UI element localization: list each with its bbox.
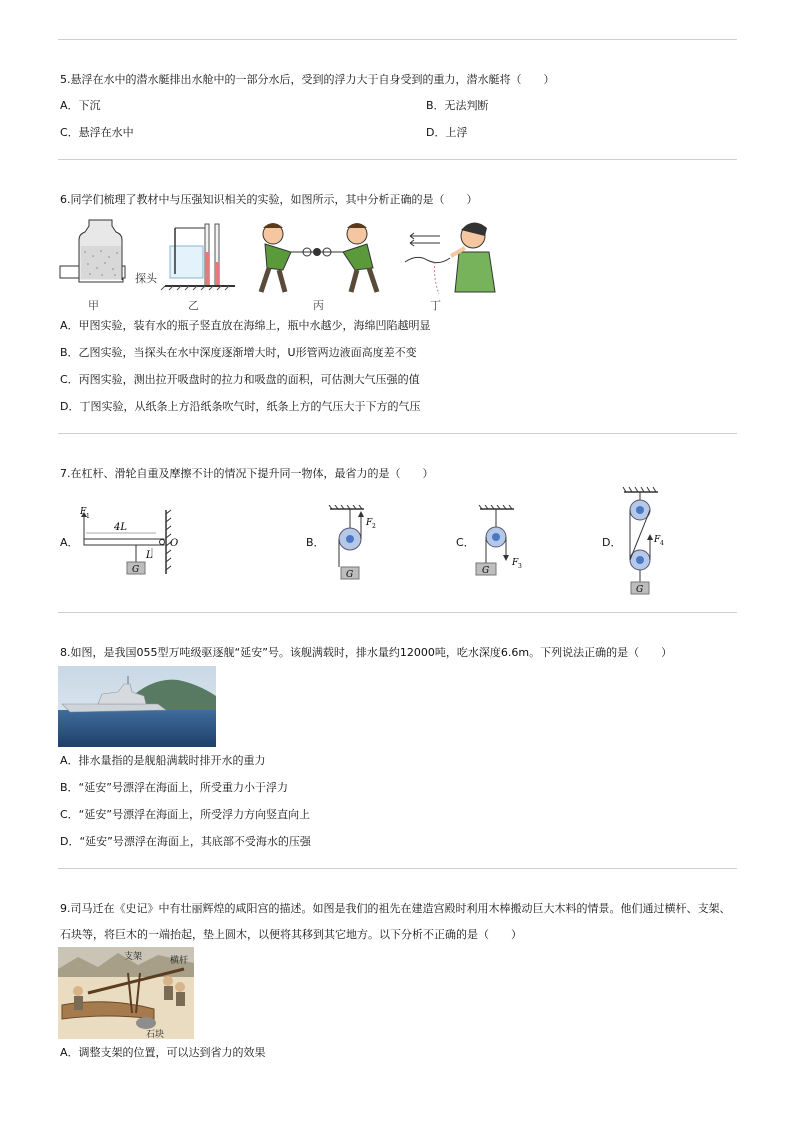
destroyer-photo bbox=[58, 666, 216, 747]
suction-cup-pull-diagram bbox=[261, 223, 377, 312]
bottle-on-sponge-diagram bbox=[60, 220, 125, 312]
option-d[interactable]: D．上浮 bbox=[426, 126, 468, 139]
divider bbox=[58, 159, 737, 160]
option-a[interactable]: A．排水量指的是舰船满载时排开水的重力 bbox=[60, 754, 266, 767]
label-stone: 石块 bbox=[146, 1030, 165, 1039]
svg-text:F: F bbox=[654, 535, 661, 545]
option-b[interactable]: B． bbox=[306, 536, 325, 549]
option-a[interactable]: A．调整支架的位置，可以达到省力的效果 bbox=[60, 1046, 266, 1059]
figure-label-yi: 乙 bbox=[188, 299, 199, 312]
svg-text:G: G bbox=[482, 566, 490, 576]
question-5-stem: 5.悬浮在水中的潜水艇排出水舱中的一部分水后，受到的浮力大于自身受到的重力，潜水艇将（ ） bbox=[60, 73, 555, 86]
question-7-stem: 7.在杠杆、滑轮自重及摩擦不计的情况下提升同一物体，最省力的是（ ） bbox=[60, 467, 434, 480]
svg-text:O: O bbox=[170, 538, 179, 549]
lever-diagram bbox=[76, 500, 186, 582]
option-c[interactable]: C． bbox=[456, 536, 475, 549]
option-a[interactable]: A． bbox=[60, 536, 79, 549]
u-tube-manometer-diagram bbox=[135, 224, 235, 312]
svg-text:G: G bbox=[346, 570, 354, 580]
option-b[interactable]: B．乙图实验，当探头在水中深度逐渐增大时，U形管两边液面高度差不变 bbox=[60, 346, 417, 359]
question-9-stem-line1: 9.司马迁在《史记》中有壮丽辉煌的咸阳宫的描述。如图是我们的祖先在建造宫殿时利用木棒搬动巨大木料的情景。他们通过横杆、支架、 bbox=[60, 902, 731, 915]
svg-text:F: F bbox=[80, 507, 87, 517]
paper-strip-blowing-diagram bbox=[405, 222, 495, 312]
probe-label: 探头 bbox=[135, 272, 157, 285]
question-6-stem: 6.同学们梳理了教材中与压强知识相关的实验，如图所示，其中分析正确的是（ ） bbox=[60, 193, 478, 206]
divider bbox=[58, 433, 737, 434]
option-b[interactable]: B．“延安”号漂浮在海面上，所受重力小于浮力 bbox=[60, 781, 288, 794]
svg-text:F: F bbox=[366, 518, 373, 528]
figure-label-ding: 丁 bbox=[430, 299, 441, 312]
question-9-stem-line2: 石块等，将巨木的一端抬起，垫上圆木，以便将其移到其它地方。以下分析不正确的是（ ） bbox=[60, 928, 522, 941]
option-d[interactable]: D．丁图实验，从纸条上方沿纸条吹气时，纸条上方的气压大于下方的气压 bbox=[60, 400, 421, 413]
option-c[interactable]: C．丙图实验，测出拉开吸盘时的拉力和吸盘的面积，可估测大气压强的值 bbox=[60, 373, 420, 386]
option-a[interactable]: A．甲图实验，装有水的瓶子竖直放在海绵上，瓶中水越少，海绵凹陷越明显 bbox=[60, 319, 431, 332]
pulley-block-diagram bbox=[618, 486, 688, 598]
label-support: 支架 bbox=[124, 952, 143, 962]
svg-text:L: L bbox=[146, 550, 153, 561]
divider bbox=[58, 868, 737, 869]
pressure-experiments-figure bbox=[55, 212, 505, 314]
svg-text:4: 4 bbox=[660, 540, 664, 547]
svg-text:4L: 4L bbox=[114, 522, 128, 533]
option-c[interactable]: C．“延安”号漂浮在海面上，所受浮力方向竖直向上 bbox=[60, 808, 311, 821]
svg-text:3: 3 bbox=[518, 563, 522, 570]
divider bbox=[58, 39, 737, 40]
label-crossbar: 横杆 bbox=[170, 956, 189, 966]
question-8-stem: 8.如图，是我国055型万吨级驱逐舰“延安”号。该舰满载时，排水量约12000吨，吃水深度6.6m。下列说法正确的是（ ） bbox=[60, 646, 673, 659]
figure-label-jia: 甲 bbox=[88, 299, 99, 312]
svg-text:2: 2 bbox=[372, 523, 376, 530]
option-c[interactable]: C．悬浮在水中 bbox=[60, 126, 134, 139]
option-d[interactable]: D． bbox=[602, 536, 622, 549]
ancient-lever-illustration bbox=[58, 947, 194, 1039]
svg-text:G: G bbox=[636, 585, 644, 595]
pulley-pull-down-diagram bbox=[472, 505, 542, 583]
option-d[interactable]: D．“延安”号漂浮在海面上，其底部不受海水的压强 bbox=[60, 835, 311, 848]
option-a[interactable]: A．下沉 bbox=[60, 99, 101, 112]
svg-text:1: 1 bbox=[86, 513, 90, 520]
figure-label-bing: 丙 bbox=[313, 299, 324, 312]
divider bbox=[58, 612, 737, 613]
option-b[interactable]: B．无法判断 bbox=[426, 99, 489, 112]
svg-text:G: G bbox=[132, 565, 140, 575]
svg-text:F: F bbox=[512, 558, 519, 568]
fixed-pulley-diagram bbox=[322, 505, 392, 583]
